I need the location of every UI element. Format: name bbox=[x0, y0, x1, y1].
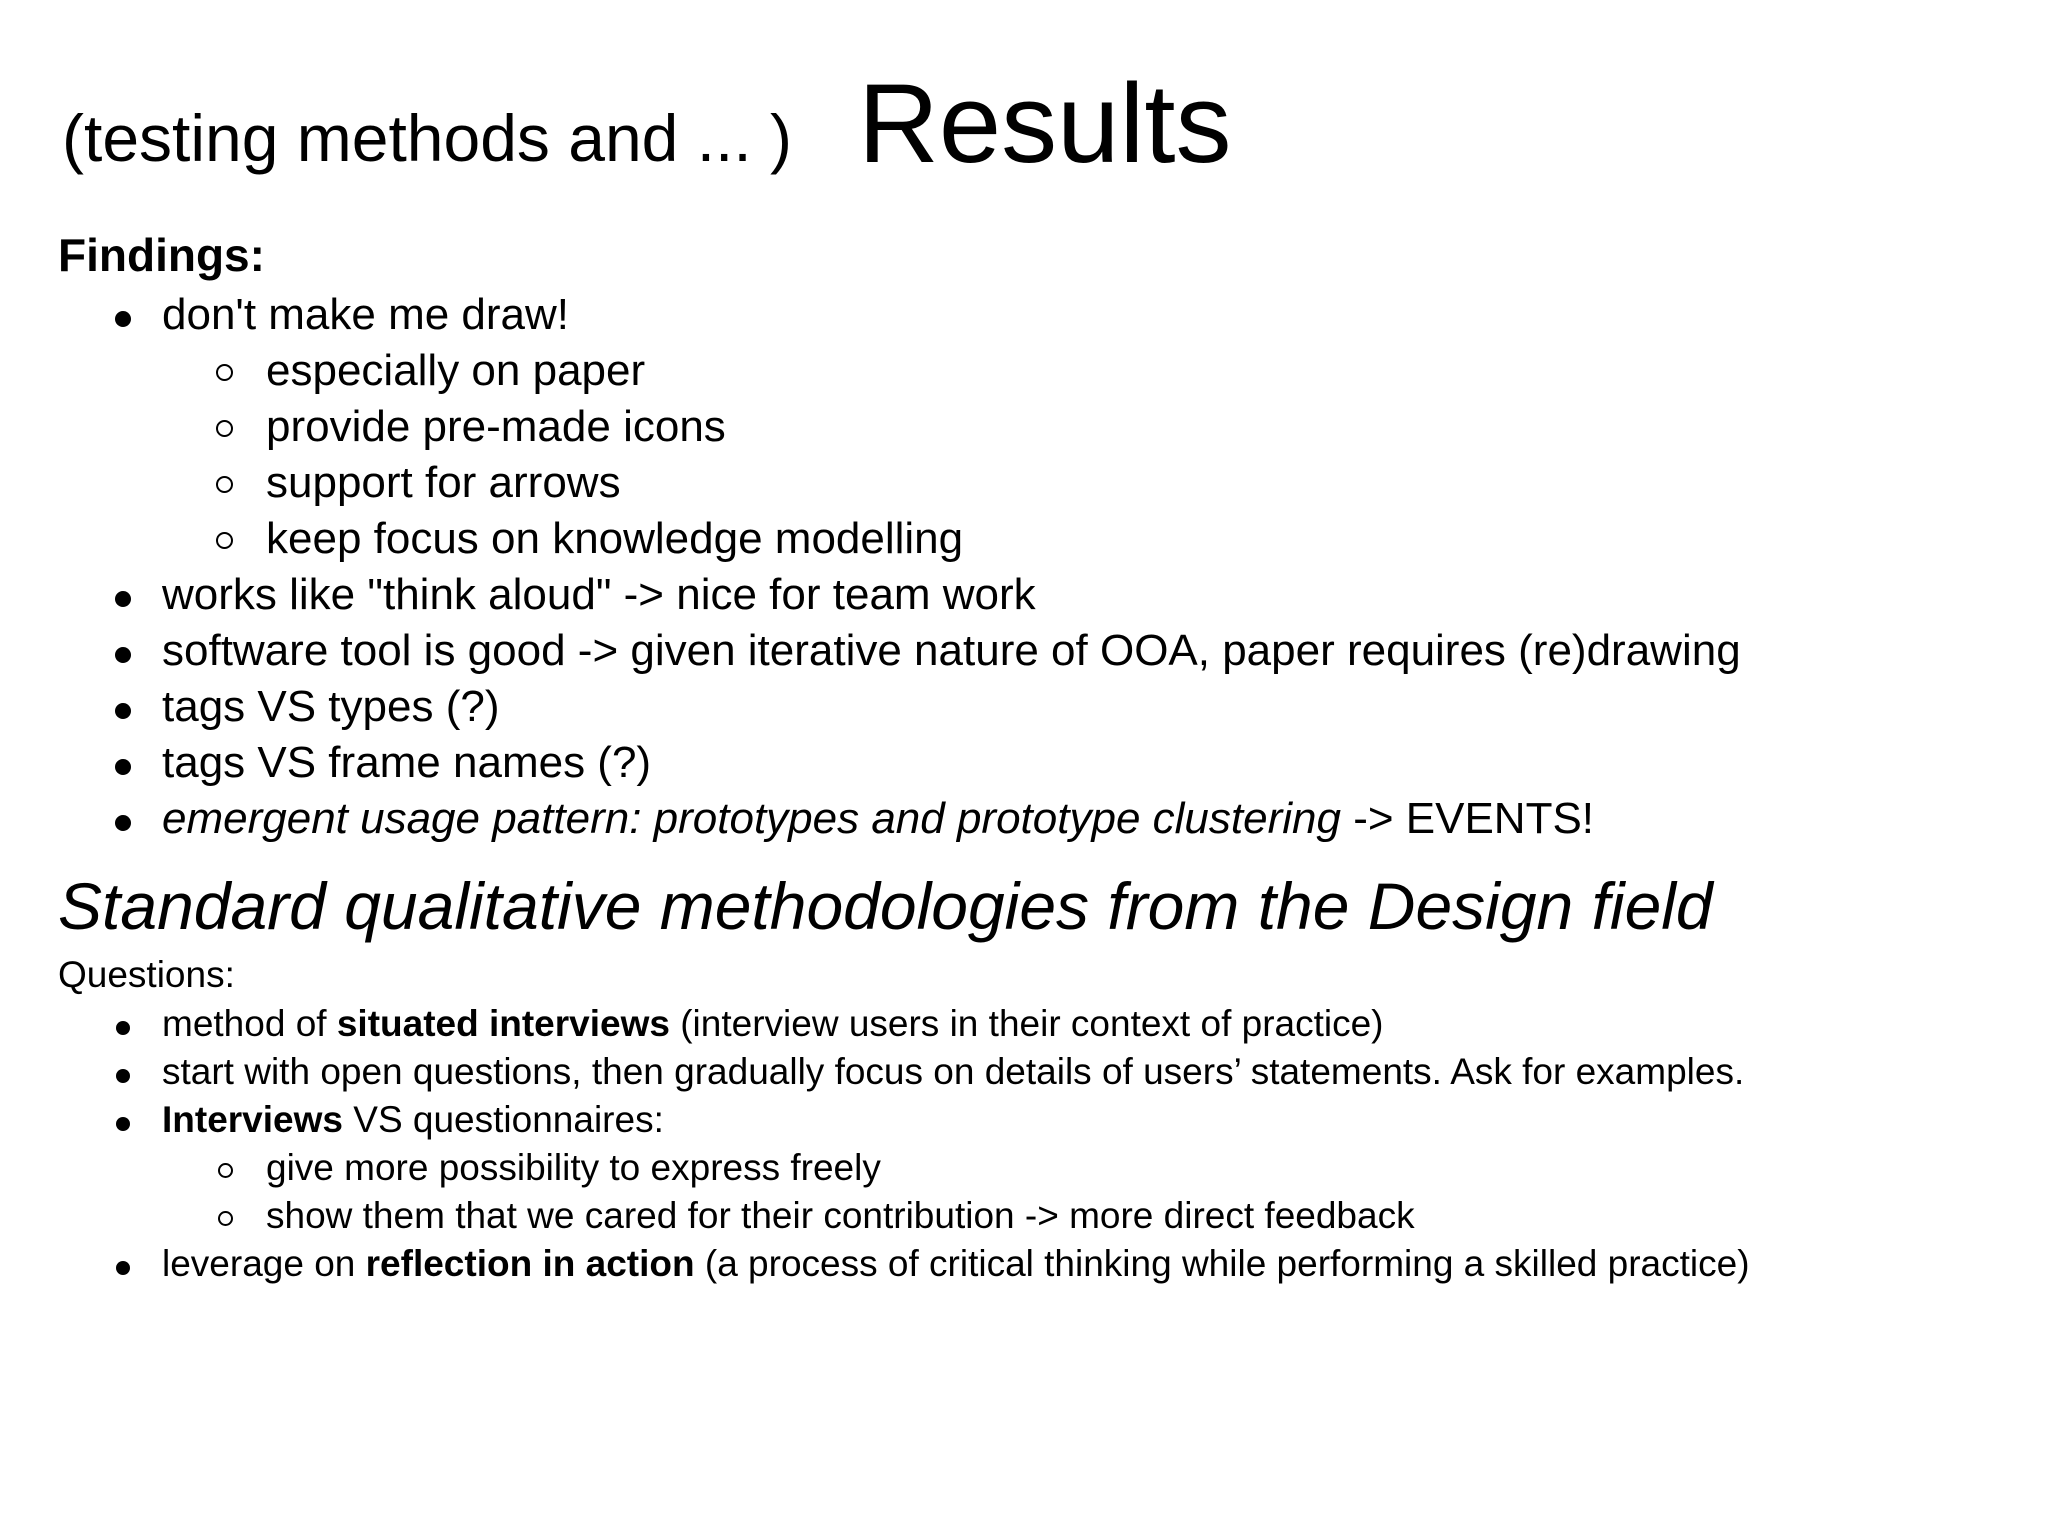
circle-bullet-icon bbox=[218, 1211, 233, 1226]
questions-item-text: leverage on bbox=[162, 1243, 366, 1284]
questions-item bbox=[162, 1101, 664, 1138]
circle-bullet-icon bbox=[216, 532, 233, 549]
bullet-icon bbox=[116, 1069, 130, 1083]
findings-item: works like "think aloud" -> nice for team work bbox=[162, 570, 1036, 619]
questions-subitem: show them that we cared for their contribution -> more direct feedback bbox=[266, 1195, 1415, 1236]
bullet-icon bbox=[115, 815, 131, 831]
questions-item bbox=[162, 1005, 1384, 1042]
questions-item-bold: situated interviews bbox=[336, 1003, 670, 1044]
questions-label: Questions: bbox=[58, 954, 235, 995]
section-heading: Standard qualitative methodologies from the Design field bbox=[58, 869, 1713, 943]
findings-item-italic: emergent usage pattern: prototypes and prototype clustering bbox=[162, 794, 1341, 843]
findings-item: don't make me draw! bbox=[162, 290, 570, 339]
questions-item-bold: reflection in action bbox=[365, 1243, 695, 1284]
findings-subitem: support for arrows bbox=[266, 458, 621, 507]
findings-item-rest: -> EVENTS! bbox=[1340, 794, 1595, 843]
findings-subitem: keep focus on knowledge modelling bbox=[266, 514, 964, 563]
bullet-icon bbox=[115, 311, 131, 327]
findings-item: tags VS types (?) bbox=[162, 682, 500, 731]
questions-subitem: give more possibility to express freely bbox=[266, 1147, 881, 1188]
title-prefix: (testing methods and ... ) bbox=[62, 101, 793, 175]
bullet-icon bbox=[116, 1261, 130, 1275]
circle-bullet-icon bbox=[216, 364, 233, 381]
findings-item: tags VS frame names (?) bbox=[162, 738, 652, 787]
questions-item-text: (a process of critical thinking while performing a skilled practice) bbox=[694, 1243, 1750, 1284]
findings-subitem: provide pre-made icons bbox=[266, 402, 726, 451]
bullet-icon bbox=[115, 591, 131, 607]
bullet-icon bbox=[116, 1117, 130, 1131]
questions-item-bold: Interviews bbox=[162, 1099, 343, 1140]
findings-heading: Findings: bbox=[58, 229, 265, 281]
circle-bullet-icon bbox=[216, 420, 233, 437]
page-title: Results bbox=[858, 61, 1232, 186]
questions-item-text: (interview users in their context of practice) bbox=[669, 1003, 1384, 1044]
circle-bullet-icon bbox=[218, 1163, 233, 1178]
bullet-icon bbox=[115, 759, 131, 775]
circle-bullet-icon bbox=[216, 476, 233, 493]
bullet-icon bbox=[115, 647, 131, 663]
questions-item-text: method of bbox=[162, 1003, 337, 1044]
questions-item-text: VS questionnaires: bbox=[342, 1099, 664, 1140]
bullet-icon bbox=[115, 703, 131, 719]
findings-subitem: especially on paper bbox=[266, 346, 646, 395]
questions-item bbox=[162, 1245, 1750, 1282]
questions-item: start with open questions, then gradually focus on details of users’ statements. Ask for examples. bbox=[162, 1051, 1745, 1092]
bullet-icon bbox=[116, 1021, 130, 1035]
findings-item: software tool is good -> given iterative nature of OOA, paper requires (re)drawing bbox=[162, 626, 1741, 675]
findings-item bbox=[162, 794, 1595, 843]
